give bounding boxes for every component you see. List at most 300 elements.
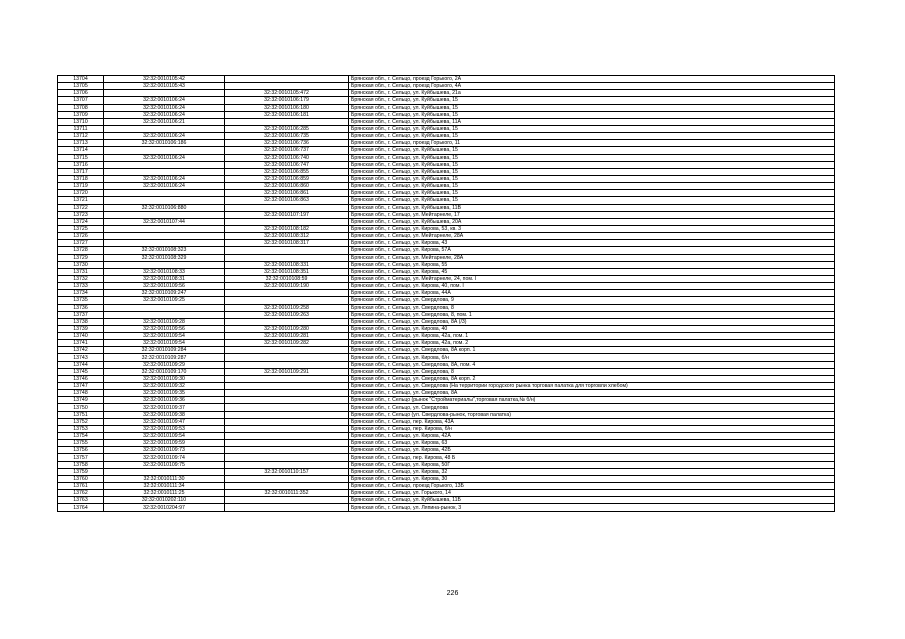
cell-cad2	[225, 425, 349, 432]
cell-cad2: 32:32:0010108:312	[225, 233, 349, 240]
table-row	[58, 483, 835, 490]
table-row	[58, 318, 835, 325]
cell-cad1: 32:32:0010109:56	[104, 325, 225, 332]
cell-cad1: 32:32:0010108:33	[104, 268, 225, 275]
table-row	[58, 411, 835, 418]
cell-addr: Брянская обл., г. Сельцо, ул. Куйбышева, 15	[349, 125, 835, 132]
cell-num: 13751	[58, 411, 104, 418]
cell-cad1	[104, 261, 225, 268]
table-row	[58, 211, 835, 218]
cell-cad1: 32:32:0010106:880	[104, 204, 225, 211]
cell-num: 13725	[58, 225, 104, 232]
cell-cad1: 32:32:0010106:24	[104, 111, 225, 118]
cell-addr: Брянская обл., г. Сельцо, ул. Кирова, 32	[349, 468, 835, 475]
cell-cad2	[225, 354, 349, 361]
cell-cad2: 32:32:0010109:280	[225, 325, 349, 332]
cell-cad1: 32:32:0010109:47	[104, 418, 225, 425]
table-row	[58, 190, 835, 197]
table-row	[58, 325, 835, 332]
table-row	[58, 233, 835, 240]
cell-addr: Брянская обл., г. Сельцо, ул. Куйбышева, 15	[349, 111, 835, 118]
cell-cad2: 32:32:0010106:863	[225, 197, 349, 204]
cell-num: 13750	[58, 404, 104, 411]
cell-num: 13708	[58, 104, 104, 111]
cell-cad1: 32:32:0010111:34	[104, 483, 225, 490]
cell-cad1	[104, 211, 225, 218]
registry-table	[57, 75, 835, 512]
cell-num: 13713	[58, 140, 104, 147]
cell-cad2: 32:32:0010108:331	[225, 261, 349, 268]
table-row	[58, 97, 835, 104]
cell-num: 13721	[58, 197, 104, 204]
cell-cad1: 32:32:0010107:44	[104, 218, 225, 225]
cell-cad1: 32:32:0010111:25	[104, 490, 225, 497]
cell-cad2	[225, 118, 349, 125]
cell-cad2: 32:32:0010106:855	[225, 168, 349, 175]
cell-cad2	[225, 447, 349, 454]
cell-num: 13726	[58, 233, 104, 240]
cell-addr: Брянская обл., г. Сельцо, проезд Горького, 11	[349, 140, 835, 147]
cell-cad1: 32:32:0010109:284	[104, 347, 225, 354]
cell-addr: Брянская обл., г. Сельцо, ул. Свердлова, 8А корп. 2	[349, 375, 835, 382]
cell-addr: Брянская обл., г. Сельцо, проезд Горького, 4А	[349, 83, 835, 90]
cell-cad1	[104, 311, 225, 318]
cell-cad2	[225, 404, 349, 411]
cell-cad2	[225, 433, 349, 440]
cell-addr: Брянская обл., г. Сельцо, ул. Ляпина-рынок, 3	[349, 504, 835, 511]
registry-table-body	[58, 76, 835, 512]
cell-num: 13745	[58, 368, 104, 375]
cell-cad1: 32:32:0010204:97	[104, 504, 225, 511]
cell-addr: Брянская обл., г. Сельцо, ул. Кирова, 42Б	[349, 447, 835, 454]
cell-num: 13747	[58, 383, 104, 390]
cell-cad1: 32:32:0010109:29	[104, 361, 225, 368]
cell-cad1: 32:32:0010109:73	[104, 447, 225, 454]
cell-num: 13738	[58, 318, 104, 325]
table-row	[58, 218, 835, 225]
cell-cad1: 32:32:0010108:329	[104, 254, 225, 261]
cell-cad2	[225, 411, 349, 418]
table-row	[58, 275, 835, 282]
cell-cad2	[225, 290, 349, 297]
table-row	[58, 111, 835, 118]
table-row	[58, 383, 835, 390]
cell-cad1	[104, 197, 225, 204]
cell-num: 13748	[58, 390, 104, 397]
cell-cad2	[225, 497, 349, 504]
cell-num: 13717	[58, 168, 104, 175]
cell-addr: Брянская обл., г. Сельцо, ул. Куйбышева, 15	[349, 104, 835, 111]
cell-addr: Брянская обл., г. Сельцо, ул. Кирова, 50Г	[349, 461, 835, 468]
cell-addr: Брянская обл., г. Сельцо, ул. Мейтарнеле, 17	[349, 211, 835, 218]
cell-num: 13707	[58, 97, 104, 104]
cell-cad1	[104, 125, 225, 132]
cell-cad2	[225, 397, 349, 404]
cell-cad1: 32:32:0010109:56	[104, 283, 225, 290]
cell-num: 13724	[58, 218, 104, 225]
table-row	[58, 397, 835, 404]
cell-cad2: 32:32:0010109:190	[225, 283, 349, 290]
cell-addr: Брянская обл., г. Сельцо, ул. Кирова, 63	[349, 440, 835, 447]
cell-addr: Брянская обл., г. Сельцо, ул. Кирова, 42а, пом. 1	[349, 333, 835, 340]
cell-num: 13709	[58, 111, 104, 118]
cell-addr: Брянская обл., г. Сельцо, ул. Куйбышева, 15	[349, 97, 835, 104]
table-row	[58, 418, 835, 425]
cell-cad1: 32:32:0010106:24	[104, 183, 225, 190]
cell-addr: Брянская обл., г. Сельцо, ул. Кирова, 42А	[349, 433, 835, 440]
cell-addr: Брянская обл., г. Сельцо, ул. Свердлова (На территории городского рынка торговая палатка для торговли хлебом)	[349, 383, 835, 390]
cell-cad2: 32:32:0010109:258	[225, 304, 349, 311]
cell-num: 13727	[58, 240, 104, 247]
cell-addr: Брянская обл., г. Сельцо, ул. Кирова, 40, пом. I	[349, 283, 835, 290]
cell-cad1: 32:32:0010202:110	[104, 497, 225, 504]
cell-addr: Брянская обл., г. Сельцо, ул. Куйбышева, 15	[349, 154, 835, 161]
cell-num: 13764	[58, 504, 104, 511]
table-row	[58, 490, 835, 497]
cell-num: 13711	[58, 125, 104, 132]
table-row	[58, 340, 835, 347]
cell-num: 13730	[58, 261, 104, 268]
cell-num: 13753	[58, 425, 104, 432]
cell-num: 13757	[58, 454, 104, 461]
cell-num: 13737	[58, 311, 104, 318]
cell-cad1: 32:32:0010109:75	[104, 461, 225, 468]
cell-num: 13715	[58, 154, 104, 161]
cell-cad1	[104, 304, 225, 311]
table-row	[58, 333, 835, 340]
cell-addr: Брянская обл., г. Сельцо, ул. Кирова, 43	[349, 240, 835, 247]
cell-cad1: 32:32:0010109:287	[104, 354, 225, 361]
table-row	[58, 475, 835, 482]
cell-cad1	[104, 161, 225, 168]
table-row	[58, 354, 835, 361]
table-row	[58, 133, 835, 140]
cell-addr: Брянская обл., г. Сельцо, ул. Куйбышева, 21а	[349, 90, 835, 97]
table-row	[58, 390, 835, 397]
table-row	[58, 197, 835, 204]
table-row	[58, 375, 835, 382]
table-row	[58, 140, 835, 147]
cell-cad2: 32:32:0010106:180	[225, 104, 349, 111]
cell-num: 13759	[58, 468, 104, 475]
cell-addr: Брянская обл., г. Сельцо, ул. Свердлова, 9	[349, 297, 835, 304]
cell-num: 13733	[58, 283, 104, 290]
cell-cad2: 32:32:0010108:351	[225, 268, 349, 275]
cell-cad2: 32:32:0010110:157	[225, 468, 349, 475]
cell-num: 13722	[58, 204, 104, 211]
cell-cad1	[104, 90, 225, 97]
cell-addr: Брянская обл., г. Сельцо, ул. Куйбышева, 11В	[349, 204, 835, 211]
cell-cad2	[225, 347, 349, 354]
cell-addr: Брянская обл., г. Сельцо, ул. Мейтарнеле, 28А	[349, 254, 835, 261]
cell-cad1: 32:32:0010109:30	[104, 375, 225, 382]
table-row	[58, 268, 835, 275]
table-row	[58, 240, 835, 247]
cell-num: 13754	[58, 433, 104, 440]
table-row	[58, 154, 835, 161]
cell-cad1	[104, 147, 225, 154]
table-row	[58, 440, 835, 447]
cell-num: 13740	[58, 333, 104, 340]
cell-cad1: 32:32:0010105:43	[104, 83, 225, 90]
cell-addr: Брянская обл., г. Сельцо, ул. Свердлова, 8А (/3)	[349, 318, 835, 325]
cell-addr: Брянская обл., г. Сельцо, ул. Кирова, 30	[349, 475, 835, 482]
cell-addr: Брянская обл., г. Сельцо, ул. Куйбышева, 15	[349, 168, 835, 175]
cell-addr: Брянская обл., г. Сельцо, ул. Кирова, 44А	[349, 290, 835, 297]
cell-cad2: 32:32:0010106:736	[225, 140, 349, 147]
cell-num: 13735	[58, 297, 104, 304]
cell-addr: Брянская обл., г. Сельцо, пер. Кирова, б/н	[349, 425, 835, 432]
table-row	[58, 254, 835, 261]
cell-addr: Брянская обл., г. Сельцо, ул. Куйбышева, 15	[349, 197, 835, 204]
cell-num: 13712	[58, 133, 104, 140]
cell-cad2: 32:32:0010108:317	[225, 240, 349, 247]
table-row	[58, 90, 835, 97]
cell-num: 13720	[58, 190, 104, 197]
cell-cad1: 32:32:0010106:186	[104, 140, 225, 147]
cell-cad2: 32:32:0010106:737	[225, 147, 349, 154]
cell-cad1: 32:32:0010109:74	[104, 454, 225, 461]
cell-addr: Брянская обл., г. Сельцо, ул. Кирова, 42а, пом. 2	[349, 340, 835, 347]
cell-cad1: 32:32:0010109:54	[104, 333, 225, 340]
table-row	[58, 168, 835, 175]
table-row	[58, 461, 835, 468]
cell-cad2: 32:32:0010108:182	[225, 225, 349, 232]
cell-addr: Брянская обл., г. Сельцо, ул. Куйбышева, 15	[349, 175, 835, 182]
cell-addr: Брянская обл., г. Сельцо, ул. Горького, 14	[349, 490, 835, 497]
cell-cad2: 32:32:0010106:747	[225, 161, 349, 168]
cell-num: 13714	[58, 147, 104, 154]
cell-addr: Брянская обл., г. Сельцо, проезд Горького, 2А	[349, 76, 835, 83]
cell-cad1	[104, 168, 225, 175]
cell-cad1: 32:32:0010106:24	[104, 104, 225, 111]
cell-addr: Брянская обл., г. Сельцо, пер. Кирова, 43А	[349, 418, 835, 425]
table-row	[58, 83, 835, 90]
cell-num: 13739	[58, 325, 104, 332]
cell-cad2	[225, 204, 349, 211]
cell-addr: Брянская обл., г. Сельцо, ул. Куйбышева, 15	[349, 183, 835, 190]
cell-cad2: 32:32:0010106:740	[225, 154, 349, 161]
cell-num: 13743	[58, 354, 104, 361]
cell-cad2: 32:32:0010108:59	[225, 275, 349, 282]
cell-cad1	[104, 233, 225, 240]
table-row	[58, 361, 835, 368]
cell-cad1: 32:32:0010109:247	[104, 290, 225, 297]
cell-num: 13749	[58, 397, 104, 404]
table-row	[58, 368, 835, 375]
cell-num: 13762	[58, 490, 104, 497]
cell-num: 13746	[58, 375, 104, 382]
cell-num: 13728	[58, 247, 104, 254]
table-row	[58, 297, 835, 304]
cell-num: 13710	[58, 118, 104, 125]
cell-addr: Брянская обл., г. Сельцо, пер. Кирова, 48 Б	[349, 454, 835, 461]
cell-cad1: 32:32:0010109:54	[104, 433, 225, 440]
table-row	[58, 425, 835, 432]
cell-cad2: 32:32:0010106:735	[225, 133, 349, 140]
cell-num: 13706	[58, 90, 104, 97]
table-row	[58, 247, 835, 254]
cell-num: 13752	[58, 418, 104, 425]
cell-cad2: 32:32:0010106:860	[225, 183, 349, 190]
cell-cad1: 32:32:0010109:25	[104, 297, 225, 304]
cell-cad2	[225, 418, 349, 425]
table-row	[58, 161, 835, 168]
cell-num: 13741	[58, 340, 104, 347]
cell-cad2: 32:32:0010106:285	[225, 125, 349, 132]
cell-cad1: 32:32:0010106:24	[104, 97, 225, 104]
cell-cad2	[225, 504, 349, 511]
cell-cad2	[225, 318, 349, 325]
table-row	[58, 347, 835, 354]
cell-addr: Брянская обл., г. Сельцо, ул. Свердлова, 8А корп. 1	[349, 347, 835, 354]
cell-num: 13761	[58, 483, 104, 490]
table-row	[58, 304, 835, 311]
cell-addr: Брянская обл., г. Сельцо, ул. Кирова, 45	[349, 268, 835, 275]
table-row	[58, 175, 835, 182]
cell-cad2: 32:32:0010106:181	[225, 111, 349, 118]
cell-cad1: 32:32:0010109:59	[104, 440, 225, 447]
cell-addr: Брянская обл., г. Сельцо, ул. Кирова, 57А	[349, 247, 835, 254]
cell-addr: Брянская обл., г. Сельцо, ул. Свердлова, 8А	[349, 390, 835, 397]
cell-num: 13723	[58, 211, 104, 218]
cell-cad2	[225, 218, 349, 225]
cell-addr: Брянская обл., г. Сельцо, ул. Свердлова	[349, 404, 835, 411]
cell-cad1: 32:32:0010109:170	[104, 368, 225, 375]
cell-cad2: 32:32:0010109:281	[225, 333, 349, 340]
cell-cad1	[104, 225, 225, 232]
cell-addr: Брянская обл., г. Сельцо, ул. Кирова, 55	[349, 261, 835, 268]
cell-cad2	[225, 361, 349, 368]
cell-cad2: 32:32:0010111:352	[225, 490, 349, 497]
cell-addr: Брянская обл., г. Сельцо, ул. Свердлова, 8	[349, 368, 835, 375]
cell-cad2: 32:32:0010109:291	[225, 368, 349, 375]
cell-num: 13719	[58, 183, 104, 190]
table-row	[58, 104, 835, 111]
table-row	[58, 504, 835, 511]
table-row	[58, 283, 835, 290]
cell-addr: Брянская обл., г. Сельцо, ул. Куйбышева, 15	[349, 161, 835, 168]
cell-cad1	[104, 190, 225, 197]
cell-cad2	[225, 390, 349, 397]
cell-cad2	[225, 76, 349, 83]
cell-cad2	[225, 383, 349, 390]
cell-cad2: 32:32:0010106:859	[225, 175, 349, 182]
cell-addr: Брянская обл., г. Сельцо (ул. Свердлова-рынок, торговая палатка)	[349, 411, 835, 418]
table-row	[58, 183, 835, 190]
page-number: 226	[446, 590, 459, 597]
table-row	[58, 497, 835, 504]
cell-cad1: 32:32:0010108:31	[104, 275, 225, 282]
cell-addr: Брянская обл., г. Сельцо, ул. Куйбышева, 11А	[349, 118, 835, 125]
cell-addr: Брянская обл., г. Сельцо, ул. Куйбышева, 11Б	[349, 497, 835, 504]
table-row	[58, 225, 835, 232]
cell-addr: Брянская обл., г. Сельцо (рынок "Стройматериалы",торговая палатка,№ б/н)	[349, 397, 835, 404]
cell-num: 13756	[58, 447, 104, 454]
cell-cad1: 32:32:0010108:323	[104, 247, 225, 254]
table-row	[58, 290, 835, 297]
table-row	[58, 447, 835, 454]
cell-cad2	[225, 247, 349, 254]
cell-cad1	[104, 468, 225, 475]
cell-cad1: 32:32:0010109:54	[104, 340, 225, 347]
cell-cad2: 32:32:0010109:282	[225, 340, 349, 347]
cell-cad2	[225, 440, 349, 447]
table-row	[58, 76, 835, 83]
table-row	[58, 311, 835, 318]
cell-cad1: 32:32:0010109:28	[104, 318, 225, 325]
cell-cad2	[225, 461, 349, 468]
cell-cad1: 32:32:0010106:24	[104, 154, 225, 161]
cell-num: 13729	[58, 254, 104, 261]
cell-addr: Брянская обл., г. Сельцо, проезд Горького, 13Б	[349, 483, 835, 490]
cell-num: 13704	[58, 76, 104, 83]
cell-addr: Брянская обл., г. Сельцо, ул. Свердлова, 8	[349, 304, 835, 311]
cell-cad1: 32:32:0010109:36	[104, 397, 225, 404]
cell-cad2: 32:32:0010106:179	[225, 97, 349, 104]
cell-addr: Брянская обл., г. Сельцо, ул. Мейтарнеле, 24, пом. I	[349, 275, 835, 282]
cell-cad2	[225, 297, 349, 304]
cell-addr: Брянская обл., г. Сельцо, ул. Свердлова, 8, пом. 1	[349, 311, 835, 318]
cell-cad2: 32:32:0010107:197	[225, 211, 349, 218]
cell-cad2: 32:32:0010109:263	[225, 311, 349, 318]
table-row	[58, 404, 835, 411]
cell-cad1: 32:32:0010106:24	[104, 175, 225, 182]
cell-num: 13731	[58, 268, 104, 275]
cell-num: 13755	[58, 440, 104, 447]
cell-cad1: 32:32:0010109:37	[104, 404, 225, 411]
cell-num: 13760	[58, 475, 104, 482]
cell-num: 13744	[58, 361, 104, 368]
cell-cad1: 32:32:0010111:30	[104, 475, 225, 482]
cell-cad2: 32:32:0010106:861	[225, 190, 349, 197]
cell-addr: Брянская обл., г. Сельцо, ул. Кирова, 53, кв. 3	[349, 225, 835, 232]
cell-cad1: 32:32:0010109:32	[104, 383, 225, 390]
table-row	[58, 125, 835, 132]
table-row	[58, 261, 835, 268]
cell-num: 13758	[58, 461, 104, 468]
cell-cad2	[225, 254, 349, 261]
cell-cad1	[104, 240, 225, 247]
cell-cad1: 32:32:0010106:21	[104, 118, 225, 125]
cell-cad2	[225, 483, 349, 490]
cell-addr: Брянская обл., г. Сельцо, ул. Куйбышева, 15	[349, 147, 835, 154]
cell-addr: Брянская обл., г. Сельцо, ул. Куйбышева, 20А	[349, 218, 835, 225]
table-row	[58, 433, 835, 440]
cell-num: 13742	[58, 347, 104, 354]
cell-cad2: 32:32:0010105:472	[225, 90, 349, 97]
registry-sheet	[57, 75, 834, 512]
cell-cad1: 32:32:0010109:38	[104, 411, 225, 418]
cell-cad1: 32:32:0010109:53	[104, 425, 225, 432]
cell-cad2	[225, 375, 349, 382]
cell-addr: Брянская обл., г. Сельцо, ул. Куйбышева, 15	[349, 133, 835, 140]
table-row	[58, 118, 835, 125]
cell-cad1: 32:32:0010105:42	[104, 76, 225, 83]
table-row	[58, 147, 835, 154]
cell-cad2	[225, 475, 349, 482]
cell-addr: Брянская обл., г. Сельцо, ул. Кирова, 40	[349, 325, 835, 332]
cell-num: 13736	[58, 304, 104, 311]
cell-addr: Брянская обл., г. Сельцо, ул. Мейтарнеле, 28А	[349, 233, 835, 240]
cell-num: 13716	[58, 161, 104, 168]
cell-cad1: 32:32:0010106:24	[104, 133, 225, 140]
cell-num: 13718	[58, 175, 104, 182]
cell-addr: Брянская обл., г. Сельцо, ул. Куйбышева, 15	[349, 190, 835, 197]
cell-addr: Брянская обл., г. Сельцо, ул. Свердлова, 8А, пом. 4	[349, 361, 835, 368]
cell-num: 13763	[58, 497, 104, 504]
cell-num: 13734	[58, 290, 104, 297]
